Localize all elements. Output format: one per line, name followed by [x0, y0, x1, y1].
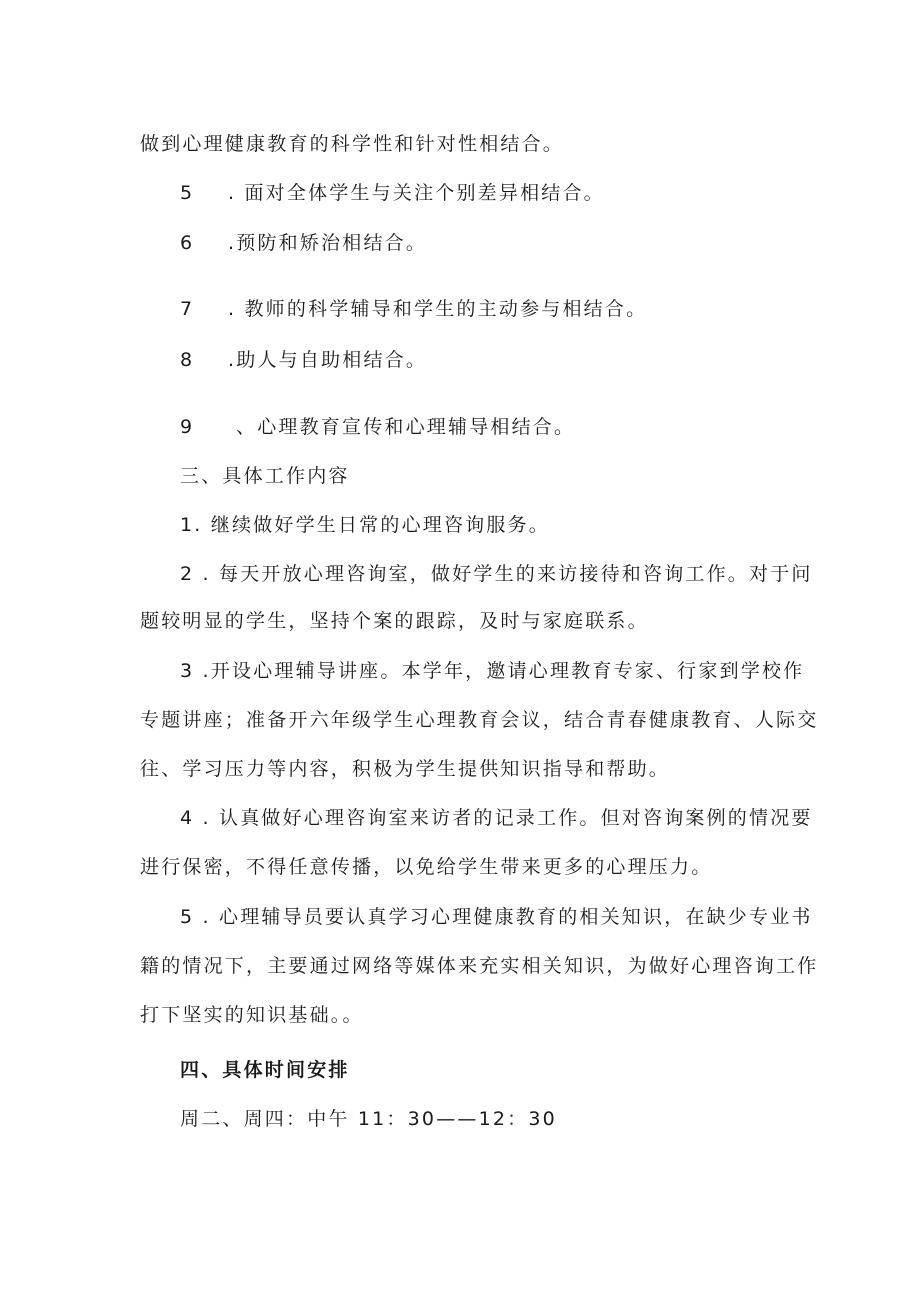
- work-item-4-line1: 4 . 认真做好心理咨询室来访者的记录工作。但对咨询案例的情况要: [180, 807, 813, 829]
- item-number: 8: [180, 349, 195, 371]
- schedule-line: 周二、周四：中午 11：30——12：30: [180, 1108, 557, 1130]
- work-item-2-line2: 题较明显的学生，坚持个案的跟踪，及时与家庭联系。: [140, 610, 649, 632]
- work-item-5-line2: 籍的情况下，主要通过网络等媒体来充实相关知识，为做好心理咨询工作: [140, 955, 819, 977]
- section-heading-4: 四、具体时间安排: [180, 1059, 350, 1081]
- item-number: 6: [180, 232, 195, 254]
- item-text: . 面对全体学生与关注个别差异相结合。: [228, 182, 605, 204]
- work-item-3-line3: 往、学习压力等内容，积极为学生提供知识指导和帮助。: [140, 758, 671, 780]
- item-text: 、心理教育宣传和心理辅导相结合。: [236, 416, 576, 438]
- work-item-4-line2: 进行保密，不得任意传播，以免给学生带来更多的心理压力。: [140, 856, 713, 878]
- item-number: 9: [180, 416, 195, 438]
- work-item-3-line1: 3 .开设心理辅导讲座。本学年，邀请心理教育专家、行家到学校作: [180, 660, 805, 682]
- section-heading-3: 三、具体工作内容: [180, 465, 350, 487]
- work-item-1: 1. 继续做好学生日常的心理咨询服务。: [180, 514, 550, 536]
- work-item-5-line1: 5 . 心理辅导员要认真学习心理健康教育的相关知识，在缺少专业书: [180, 906, 813, 928]
- item-text: .助人与自助相结合。: [228, 349, 428, 371]
- item-text: . 教师的科学辅导和学生的主动参与相结合。: [228, 298, 648, 320]
- principle-item-8: [180, 348, 428, 372]
- principle-item-5: [180, 181, 605, 205]
- paragraph-line: 做到心理健康教育的科学性和针对性相结合。: [140, 133, 565, 155]
- item-number: 7: [180, 298, 195, 320]
- principle-item-6: [180, 231, 428, 255]
- work-item-3-line2: 专题讲座；准备开六年级学生心理教育会议，结合青春健康教育、人际交: [140, 709, 819, 731]
- item-number: 5: [180, 182, 195, 204]
- principle-item-9: [180, 415, 576, 439]
- item-text: .预防和矫治相结合。: [228, 232, 428, 254]
- work-item-5-line3: 打下坚实的知识基础。。: [140, 1004, 364, 1026]
- work-item-2-line1: 2 . 每天开放心理咨询室，做好学生的来访接待和咨询工作。对于问: [180, 563, 813, 585]
- principle-item-7: [180, 297, 648, 321]
